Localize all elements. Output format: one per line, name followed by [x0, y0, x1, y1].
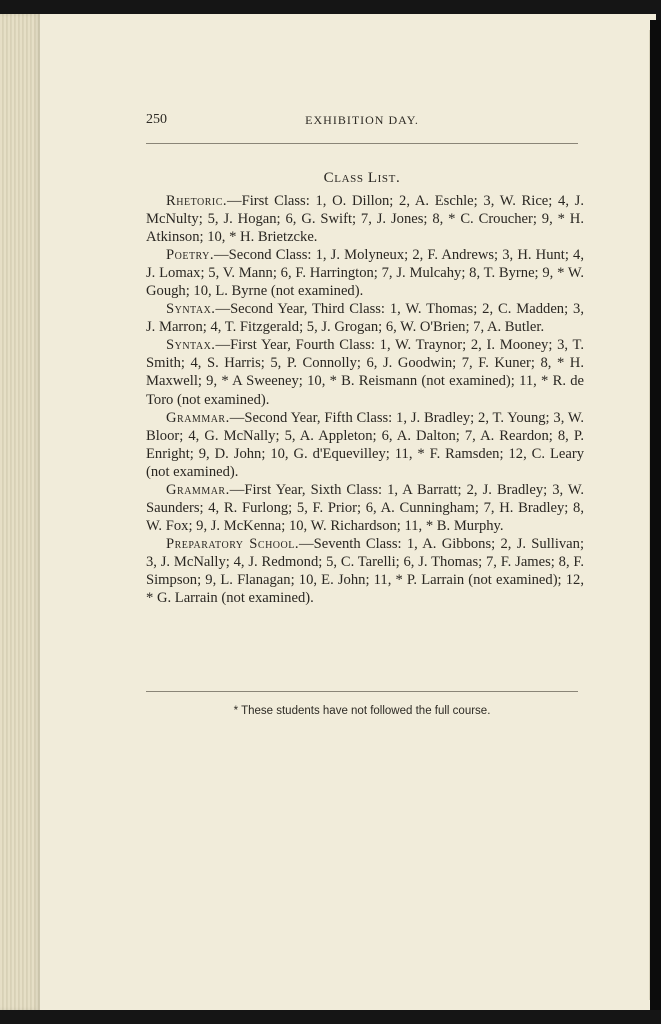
class-text: —Seventh Class: 1, A. Gibbons; 2, J. Sullivan; 3, J. McNally; 4, J. Redmond; 5, C. Tarelli; 6, J. Thomas; 7, F. James; 8, F. Simpson; 9, L. Flanagan; 10, E. John; 11, * P. Larrain (not examined); 12, * G. Larrain (not examined). [146, 535, 584, 607]
running-head: EXHIBITION DAY. [305, 113, 419, 127]
class-paragraph-syntax-second-year [146, 300, 584, 336]
book-cover-edge [650, 20, 661, 1010]
class-text: —First Year, Fourth Class: 1, W. Traynor; 2, I. Mooney; 3, T. Smith; 4, S. Harris; 5, P. Connolly; 6, J. Goodwin; 7, F. Kuner; 8, * H. Maxwell; 9, * A Sweeney; 10, * B. Reismann (not examined); 11, * R. de Toro (not examined). [146, 337, 584, 408]
footnote-rule [146, 691, 578, 692]
page-edges [0, 14, 40, 1010]
class-list-body [146, 192, 584, 607]
class-lead: Syntax. [166, 301, 216, 318]
class-paragraph-rhetoric [146, 192, 584, 246]
class-paragraph-preparatory-school [146, 535, 584, 607]
header-rule [146, 143, 578, 144]
class-paragraph-syntax-first-year [146, 336, 584, 408]
class-lead: Syntax. [166, 337, 216, 354]
class-paragraph-grammar-second-year [146, 409, 584, 481]
class-text: —Second Year, Fifth Class: 1, J. Bradley; 2, T. Young; 3, W. Bloor; 4, G. McNally; 5, A. Appleton; 6, A. Dalton; 7, A. Reardon; 8, P. Enright; 9, D. John; 10, G. d'Equevilley; 11, * F. Ramsden; 12, C. Leary (not examined). [146, 409, 584, 480]
section-title: Class List. [323, 170, 401, 186]
class-paragraph-grammar-first-year [146, 481, 584, 535]
page-number: 250 [146, 112, 167, 127]
class-text: —Second Class: 1, J. Molyneux; 2, F. Andrews; 3, H. Hunt; 4, J. Lomax; 5, V. Mann; 6, F. Harrington; 7, J. Mulcahy; 8, T. Byrne; 9, * W. Gough; 10, L. Byrne (not examined). [146, 247, 584, 300]
class-text: —Second Year, Third Class: 1, W. Thomas; 2, C. Madden; 3, J. Marron; 4, T. Fitzgerald; 5, J. Grogan; 6, W. O'Brien; 7, A. Butler. [146, 301, 584, 336]
class-lead: Preparatory School. [166, 535, 300, 552]
class-paragraph-poetry [146, 246, 584, 300]
class-lead: Grammar. [166, 481, 230, 498]
class-text: —First Class: 1, O. Dillon; 2, A. Eschle; 3, W. Rice; 4, J. McNulty; 5, J. Hogan; 6, G. Swift; 7, J. Jones; 8, * C. Croucher; 9, * H. Atkinson; 10, * H. Brietzcke. [146, 193, 584, 246]
class-lead: Poetry. [166, 247, 215, 264]
class-lead: Rhetoric. [166, 193, 228, 209]
class-text: —First Year, Sixth Class: 1, A Barratt; 2, J. Bradley; 3, W. Saunders; 4, R. Furlong; 5, F. Prior; 6, A. Cunningham; 7, H. Bradley; 8, W. Fox; 9, J. McKenna; 10, W. Richardson; 11, * B. Murphy. [146, 481, 584, 534]
class-lead: Grammar. [166, 409, 230, 426]
page-header [146, 112, 578, 130]
footnote: * These students have not followed the full course. [233, 705, 491, 717]
